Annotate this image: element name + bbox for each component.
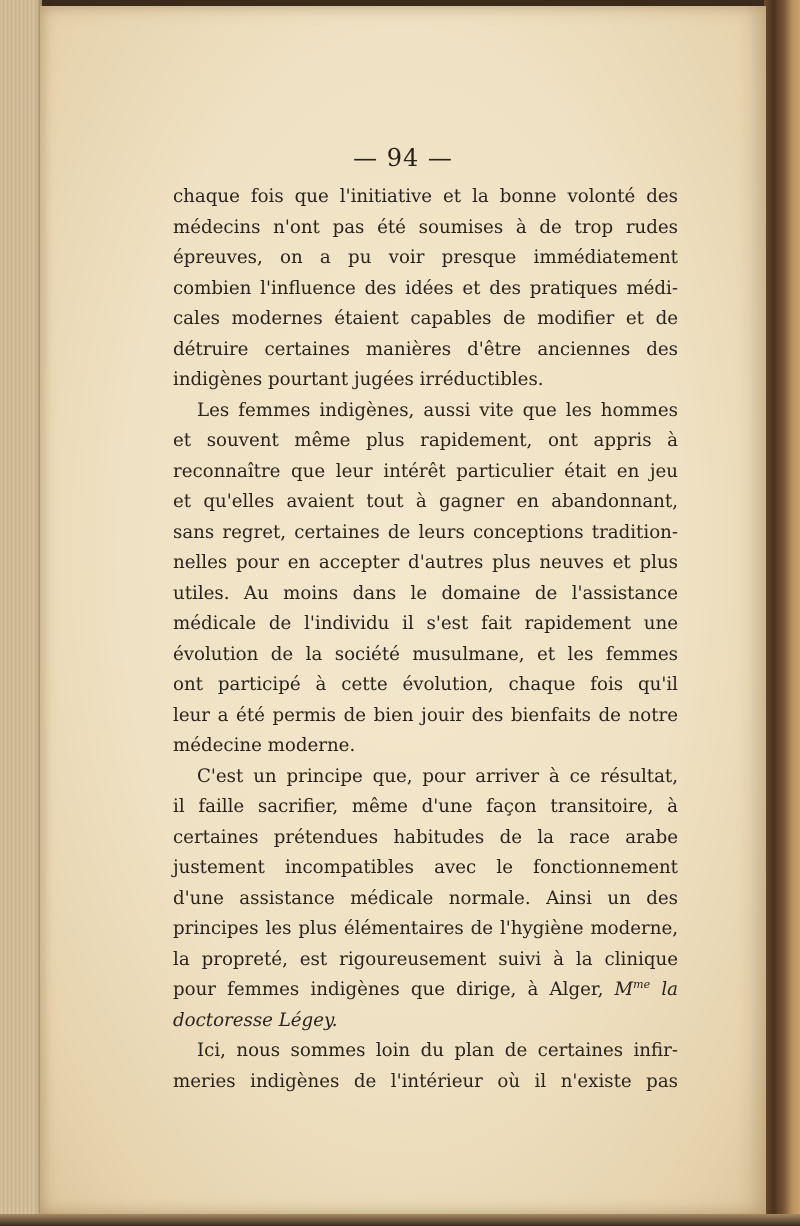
- text-line: principes les plus élémentaires de l'hygiène moderne,: [173, 918, 678, 939]
- text-line: d'une assistance médicale normale. Ainsi un des: [173, 887, 678, 909]
- text-line: et qu'elles avaient tout à gagner en abandonnant,: [173, 491, 678, 512]
- text-line: médicale de l'individu il s'est fait rapidement une: [173, 613, 678, 634]
- text-line: leur a été permis de bien jouir des bienfaits de notre: [173, 704, 678, 726]
- book-page: [40, 6, 766, 1214]
- text-line: la propreté, est rigoureusement suivi à la clinique: [173, 948, 678, 970]
- text-line: [173, 975, 678, 1006]
- text-line: et souvent même plus rapidement, ont appris à: [173, 430, 678, 451]
- text-line: utiles. Au moins dans le domaine de l'assistance: [173, 582, 678, 604]
- right-binding-edge: [764, 0, 800, 1226]
- text-line: il faille sacrifier, même d'une façon transitoire, à: [173, 796, 678, 817]
- bottom-shadow: [0, 1214, 800, 1226]
- text-line: Les femmes indigènes, aussi vite que les hommes: [197, 399, 678, 421]
- text-line: combien l'influence des idées et des pratiques médi-: [173, 277, 678, 299]
- text-line: ont participé à cette évolution, chaque fois qu'il: [173, 674, 678, 695]
- page-body-text: [173, 182, 678, 1097]
- text-line: évolution de la société musulmane, et les femmes: [173, 643, 678, 665]
- text-line: sans regret, certaines de leurs conceptions tradition-: [173, 521, 678, 543]
- left-page-edges: [0, 0, 42, 1226]
- text-line: indigènes pourtant jugées irréductibles.: [173, 369, 544, 390]
- text-line: détruire certaines manières d'être anciennes des: [173, 338, 678, 360]
- text-segment: pour femmes indigènes que dirige, à Alger,: [173, 979, 604, 1000]
- text-line: justement incompatibles avec le fonctionnement: [173, 857, 678, 878]
- page-number: — 94 —: [353, 144, 453, 172]
- text-line: épreuves, on a pu voir presque immédiatement: [173, 247, 678, 268]
- text-line: chaque fois que l'initiative et la bonne volonté des: [173, 186, 678, 207]
- text-line: médecins n'ont pas été soumises à de trop rudes: [173, 216, 678, 238]
- title-abbreviation: $M^{me}$ la: [614, 977, 678, 1000]
- text-line: C'est un principe que, pour arriver à ce résultat,: [197, 765, 678, 787]
- text-line: meries indigènes de l'intérieur où il n'existe pas: [173, 1070, 678, 1092]
- text-line: médecine moderne.: [173, 735, 356, 756]
- text-line: Ici, nous sommes loin du plan de certaines infir-: [197, 1040, 678, 1061]
- text-line: nelles pour en accepter d'autres plus neuves et plus: [173, 552, 678, 573]
- text-line-italic: doctoresse Légey.: [173, 1009, 338, 1031]
- text-line: reconnaître que leur intérêt particulier était en jeu: [173, 460, 678, 482]
- text-line: cales modernes étaient capables de modifier et de: [173, 308, 678, 329]
- text-line: certaines prétendues habitudes de la race arabe: [173, 826, 678, 848]
